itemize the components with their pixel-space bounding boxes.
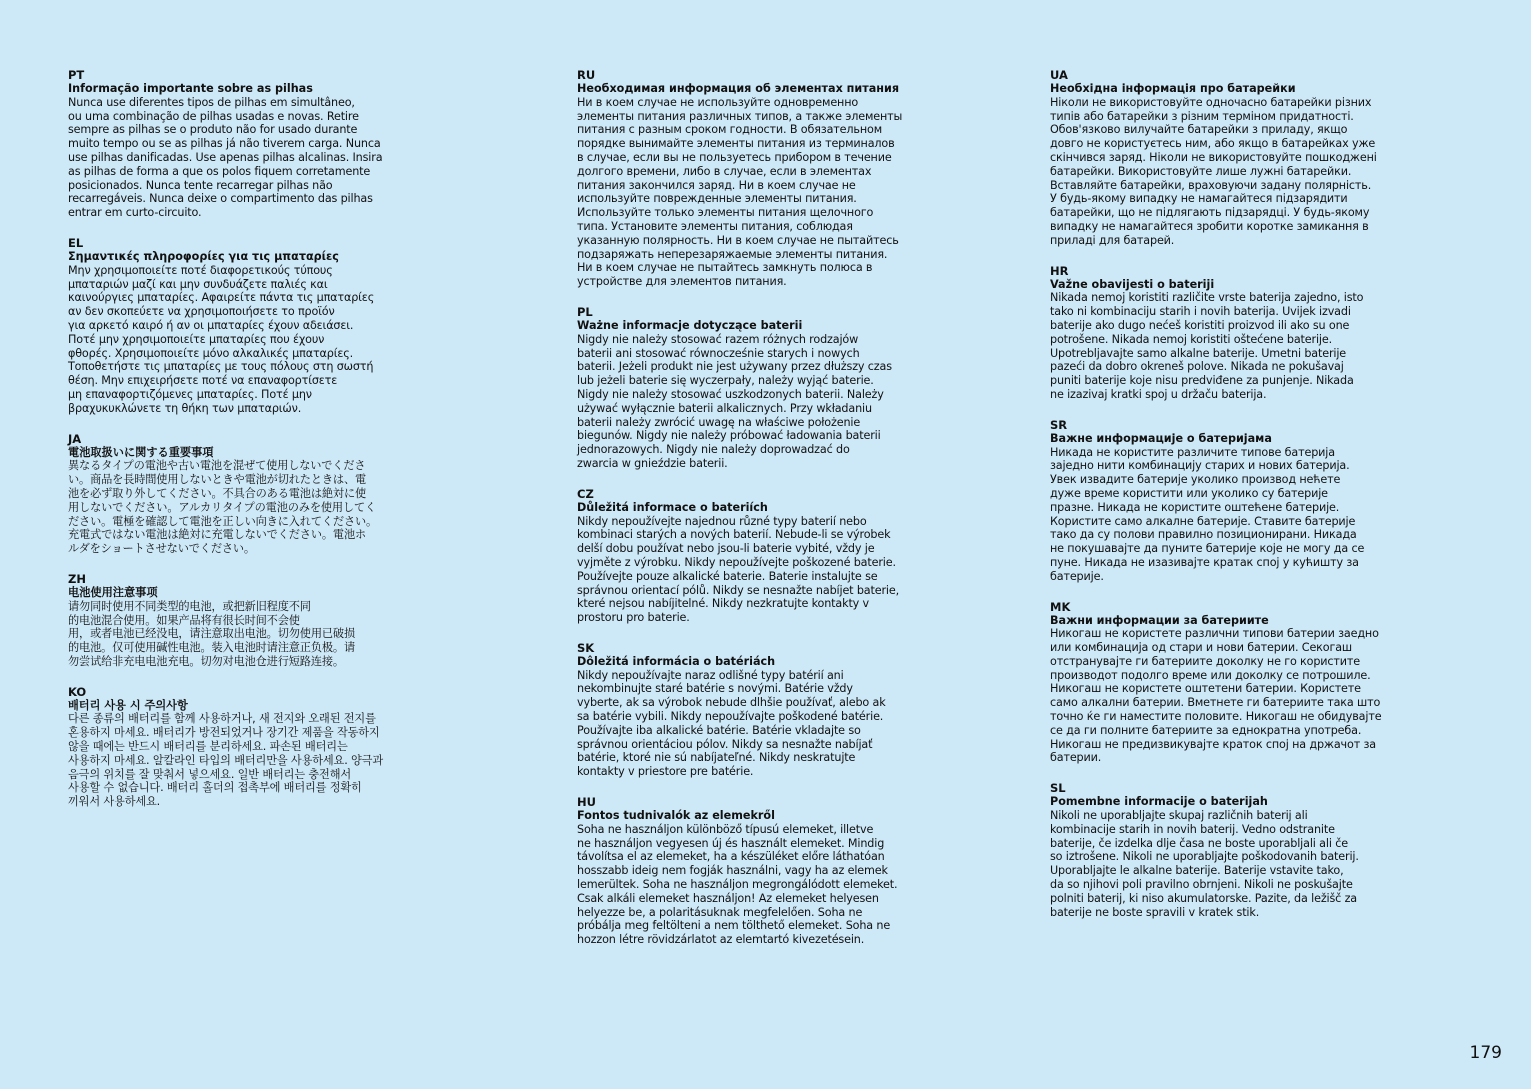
section-body: Nigdy nie należy stosować razem różnych rodzajów baterii ani stosować równocześnie starych i nowych baterii. Jeżeli produkt nie jest używany przez dłuższy czas lub jeżeli baterie się wyczerpały, należy wyjąć baterie. Nigdy nie należy stosować uszkodzonych baterii. Należy używać wyłącznie baterii alkalicznych. Przy wkładaniu baterii należy zwrócić uwagę na właściwe położenie biegunów. Nigdy nie należy próbować ładowania baterii jednorazowych. Nigdy nie należy doprowadzać do zwarcia w gnieździe baterii. <box>577 332 892 470</box>
language-code: CZ <box>577 486 594 501</box>
column-left <box>68 65 413 825</box>
section-heading: Важни информации за батериите <box>1050 613 1269 627</box>
section-heading: Необхідна інформація про батарейки <box>1050 82 1296 95</box>
section-hr <box>1050 264 1395 402</box>
section-pt <box>68 68 413 220</box>
section-heading: Pomembne informacije o baterijah <box>1050 795 1268 809</box>
section-sl <box>1050 781 1395 919</box>
page-number: 179 <box>1469 1043 1502 1063</box>
section-body: 请勿同时使用不同类型的电池，或把新旧程度不同 的电池混合使用。如果产品将有很长时间不会使 用，或者电池已经没电，请注意取出电池。切勿使用已破损 的电池。仅可使用碱性电池。装入电池时请注意正负极。请 勿尝试给非充电电池充电。切勿对电池仓进行短路连接。 <box>68 599 355 668</box>
section-hu <box>577 795 922 947</box>
section-body: Nikoli ne uporabljajte skupaj različnih baterij ali kombinacije starih in novih baterij. Vedno odstranite baterije, če izdelka dlje časa ne boste uporabljali ali če so iztrošene. Nikoli ne uporabljajte poškodovanih baterij. Uporabljajte le alkalne baterije. Baterije vstavite tako, da so njihovi poli pravilno obrnjeni. Nikoli ne poskušajte polniti baterij, ki niso akumulatorske. Pazite, da ležišč za baterije ne boste spravili v kratek stik. <box>1050 809 1359 919</box>
language-code: MK <box>1050 599 1071 614</box>
section-pl <box>577 305 922 471</box>
section-mk <box>1050 600 1395 766</box>
section-body: Nikdy nepoužívajte naraz odlišné typy batérií ani nekombinujte staré batérie s novými. Batérie vždy vyberte, ak sa výrobok nebude dlhšie používať, alebo ak sa batérie vybili. Nikdy nepoužívajte poškodené batérie. Používajte iba alkalické batérie. Batérie vkladajte so správnou orientáciou pólov. Nikdy sa nesnažte nabíjať batérie, ktoré nie sú nabíjateľné. Nikdy neskratujte kontakty v priestore pre batérie. <box>577 668 886 779</box>
section-body: Ни в коем случае не используйте одновременно элементы питания различных типов, а также элементы питания с разным сроком годности. В обязательном порядке вынимайте элементы питания из терминалов в случае, если вы не пользуетесь прибором в течение долгого времени, либо в случае, если в элементах питания закончился заряд. Ни в коем случае не используйте поврежденные элементы питания. Используйте только элементы питания щелочного типа. Установите элементы питания, соблюдая указанную полярность. Ни в коем случае не пытайтесь подзаряжать неперезаряжаемые элементы питания. Ни в коем случае не пытайтесь замкнуть полюса в устройстве для элементов питания. <box>577 95 903 289</box>
section-body: 異なるタイプの電池や古い電池を混ぜて使用しないでくださ い。商品を長時間使用しないときや電池が切れたときは、電 池を必ず取り外してください。不具合のある電池は絶対に使 用しないでください。アルカリタイプの電池のみを使用してく ださい。電極を確認して電池を正しい向きに入れてください。 充電式ではない電池は絶対に充電しないでください。電池ホ ルダをショートさせないでください。 <box>68 459 378 556</box>
language-code: PL <box>577 304 593 319</box>
section-el <box>68 236 413 416</box>
section-sk <box>577 641 922 779</box>
section-heading: Informação importante sobre as pilhas <box>68 82 313 95</box>
language-code: HU <box>577 795 596 810</box>
section-body: Nunca use diferentes tipos de pilhas em simultâneo, ou uma combinação de pilhas usadas e novas. Retire sempre as pilhas se o produto não for usado durante muito tempo ou se as pilhas já não tiverem carga. Nunca use pilhas danificadas. Use apenas pilhas alcalinas. Insira as pilhas de forma a que os polos fiquem corretamente posicionados. Nunca tente recarregar pilhas não recarregáveis. Nunca deixe o compartimento das pilhas entrar em curto-circuito. <box>68 95 383 220</box>
section-heading: 電池取扱いに関する重要事項 <box>68 445 214 459</box>
language-code: UA <box>1050 68 1068 82</box>
language-code: SR <box>1050 417 1068 432</box>
section-body: Nikada nemoj koristiti različite vrste baterija zajedno, isto tako ni kombinaciju starih i novih baterija. Uvijek izvadi baterije ako dugo nećeš koristiti proizvod ili ako su one potrošene. Nikada nemoj koristiti oštećene baterije. Upotrebljavajte samo alkalne baterije. Umetni baterije pazeći da dobro okreneš polove. Nikada ne pokušavaj puniti baterije koje nisu predviđene za punjenje. Nikada ne izazivaj kratki spoj u držaču baterija. <box>1050 291 1364 401</box>
section-body: Soha ne használjon különböző típusú elemeket, illetve ne használjon vegyesen új és használt elemeket. Mindig távolítsa el az elemeket, ha a készüléket előre láthatóan hosszabb ideig nem fogják használni, vagy ha az elemek lemerültek. Soha ne használjon megrongálódott elemeket. Csak alkáli elemeket használjon! Az elemeket helyesen helyezze be, a polaritásuknak megfelelően. Soha ne próbálja meg feltölteni a nem tölthető elemeket. Soha ne hozzon létre rövidzárlatot az elemtartó kivezetésein. <box>577 822 898 947</box>
section-heading: Důležitá informace o bateriích <box>577 500 768 514</box>
section-body: 다른 종류의 배터리를 함께 사용하거나, 새 전지와 오래된 전지를 혼용하지 마세요. 배터리가 방전되었거나 장기간 제품을 작동하지 않을 때에는 반드시 배터리를 분리하세요. 파손된 배터리는 사용하지 마세요. 알칼라인 타입의 배터리만을 사용하세요. 양극과 음극의 위치를 잘 맞춰서 넣으세요. 일반 배터리는 충전해서 사용할 수 없습니다. 배터리 홀더의 접촉부에 배터리를 정확히 끼워서 사용하세요. <box>68 712 383 809</box>
section-heading: 배터리 사용 시 주의사항 <box>68 698 188 712</box>
section-heading: Σημαντικές πληροφορίες για τις μπαταρίες <box>68 249 339 263</box>
language-code: RU <box>577 68 596 82</box>
section-heading: Važne obavijesti o bateriji <box>1050 277 1215 291</box>
section-cz <box>577 487 922 625</box>
section-body: Ніколи не використовуйте одночасно батарейки різних типів або батарейки з різним терміном придатності. Обов'язково вилучайте батарейки з приладу, якщо довго не користуєтесь ним, або якщо в батарейках уже скінчився заряд. Ніколи не використовуйте пошкоджені батарейки. Використовуйте лише лужні батарейки. Вставляйте батарейки, враховуючи задану полярність. У будь-якому випадку не намагайтеся підзарядити батарейки, що не підлягають підзарядці. У будь-якому випадку не намагайтеся зробити коротке замикання в приладі для батарей. <box>1050 95 1377 247</box>
section-zh <box>68 572 413 669</box>
section-heading: Fontos tudnivalók az elemekről <box>577 809 775 823</box>
section-ua <box>1050 68 1395 248</box>
section-ko <box>68 685 413 809</box>
section-sr <box>1050 418 1395 584</box>
section-heading: 电池使用注意事项 <box>68 585 158 599</box>
language-code: KO <box>68 684 87 699</box>
language-code: PT <box>68 68 85 82</box>
column-right <box>1050 65 1395 935</box>
language-code: SK <box>577 640 595 655</box>
language-code: SL <box>1050 781 1066 796</box>
section-body: Никогаш не користете различни типови батерии заедно или комбинација од стари и нови батерии. Секогаш отстранувајте ги батериите доколку не го користите производот подолго време или доколку се потрошиле. Никогаш не користете оштетени батерии. Користете само алкални батерии. Вметнете ги батериите така што точно ќе ги наместите половите. Никогаш не обидувајте се да ги полните батериите за еднократна употреба. Никогаш не предизвикувајте краток спој на држачот за батерии. <box>1050 627 1382 765</box>
language-code: ZH <box>68 571 86 586</box>
section-heading: Ważne informacje dotyczące baterii <box>577 318 803 332</box>
section-heading: Dôležitá informácia o batériách <box>577 654 776 668</box>
language-code: HR <box>1050 263 1069 278</box>
section-body: Nikdy nepoužívejte najednou různé typy baterií nebo kombinaci starých a nových baterií. Nebude-li se výrobek delší dobu používat nebo jsou-li baterie vybité, vždy je vyjměte z výrobku. Nikdy nepoužívejte poškozené baterie. Používejte pouze alkalické baterie. Baterie instalujte se správnou orientací pólů. Nikdy se nesnažte nabíjet baterie, které nejsou nabíjitelné. Nikdy nezkratujte kontakty v prostoru pro baterie. <box>577 514 899 625</box>
column-middle <box>577 65 922 963</box>
section-ja <box>68 432 413 556</box>
language-code: JA <box>68 431 82 446</box>
section-heading: Необходимая информация об элементах питания <box>577 82 900 95</box>
section-ru <box>577 68 922 289</box>
section-body: Μην χρησιμοποιείτε ποτέ διαφορετικούς τύπους μπαταριών μαζί και μην συνδυάζετε παλιές και καινούργιες μπαταρίες. Αφαιρείτε πάντα τις μπαταρίες αν δεν σκοπεύετε να χρησιμοποιήσετε το προϊόν για αρκετό καιρό ή αν οι μπαταρίες έχουν αδειάσει. Ποτέ μην χρησιμοποιείτε μπαταρίες που έχουν φθορές. Χρησιμοποιείτε μόνο αλκαλικές μπαταρίες. Τοποθετήστε τις μπαταρίες με τους πόλους στη σωστή θέση. Μην επιχειρήσετε ποτέ να επαναφορτίσετε μη επαναφορτιζόμενες μπαταρίες. Ποτέ μην βραχυκυκλώνετε τη θήκη των μπαταριών. <box>68 263 375 415</box>
language-code: EL <box>68 235 84 250</box>
section-heading: Важне информације о батеријама <box>1050 431 1272 445</box>
section-body: Никада не користите различите типове батерија заједно нити комбинацију старих и нових батерија. Увек извадите батерије уколико производ нећете дуже време користити или уколико су батерије празне. Никада не користите оштећене батерије. Користите само алкалне батерије. Ставите батерије тако да су полови правилно позиционирани. Никада не покушавајте да пуните батерије које не могу да се пуне. Никада не изазивајте кратак спој у кућишту за батерије. <box>1050 445 1365 583</box>
